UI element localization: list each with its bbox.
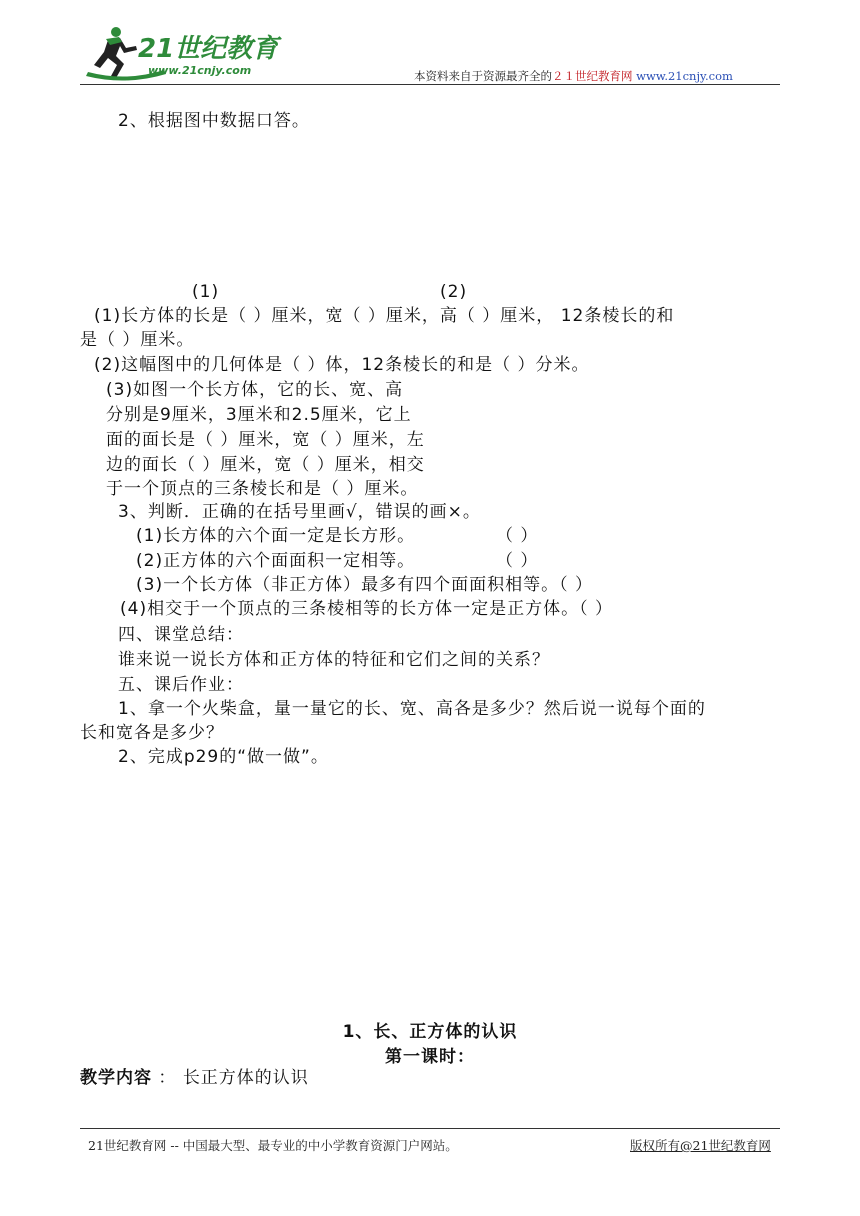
judge-item-2-paren: （ ） (496, 551, 539, 571)
judge-item-3: (3)一个长方体（非正方体）最多有四个面面积相等。（ ） (136, 575, 593, 595)
source-url-link[interactable]: www.21cnjy.com (636, 69, 733, 83)
item-1-line-2: 是（ ）厘米。 (80, 330, 195, 350)
figure-label-2: (2) (440, 282, 468, 302)
judge-item-2: (2)正方体的六个面面积一定相等。 (136, 551, 416, 571)
runner-logo-icon (86, 22, 286, 84)
header-source-note (414, 68, 733, 84)
footer-divider (80, 1128, 780, 1129)
logo-url: www.21cnjy.com (148, 64, 252, 77)
teaching-content-row (80, 1067, 309, 1089)
item-3-line-1: (3)如图一个长方体，它的长、宽、高 (106, 380, 404, 400)
question-3-heading: 3、判断．正确的在括号里画√，错误的画×。 (118, 502, 481, 522)
lesson-title: 1、长、正方体的认识 (342, 1022, 518, 1042)
item-3-line-5: 于一个顶点的三条棱长和是（ ）厘米。 (106, 479, 419, 499)
judge-item-1: (1)长方体的六个面一定是长方形。 (136, 526, 416, 546)
figure-label-1: (1) (192, 282, 220, 302)
item-1-line-1: (1)长方体的长是（ ）厘米，宽（ ）厘米，高（ ）厘米， 12条棱长的和 (94, 306, 675, 326)
site-logo (86, 22, 286, 84)
teaching-content-text: 长正方体的认识 (182, 1068, 309, 1088)
footer-site-description: 21世纪教育网 -- 中国最大型、最专业的中小学教育资源门户网站。 (88, 1138, 458, 1153)
question-2-heading: 2、根据图中数据口答。 (118, 111, 310, 131)
homework-2: 2、完成p29的“做一做”。 (118, 747, 329, 767)
source-site-name[interactable]: ２１世纪教育网 (552, 69, 633, 83)
judge-item-4: (4)相交于一个顶点的三条棱相等的长方体一定是正方体。（ ） (120, 599, 613, 619)
judge-item-1-paren: （ ） (496, 526, 539, 546)
item-3-line-2: 分别是9厘米，3厘米和2.5厘米，它上 (106, 405, 412, 425)
item-2: (2)这幅图中的几何体是（ ）体，12条棱长的和是（ ）分米。 (94, 355, 590, 375)
item-3-line-3: 面的面长是（ ）厘米，宽（ ）厘米，左 (106, 430, 425, 450)
teaching-content-sep: ： (158, 1068, 177, 1088)
footer-copyright-link[interactable]: 版权所有@21世纪教育网 (630, 1138, 771, 1153)
logo-text: 21世纪教育 (138, 34, 279, 64)
source-prefix: 本资料来自于资源最齐全的 (414, 69, 552, 83)
homework-1-line-2: 长和宽各是多少？ (80, 723, 224, 743)
header-divider (80, 84, 780, 85)
section-5-heading: 五、课后作业： (118, 675, 244, 695)
section-4-heading: 四、课堂总结： (118, 625, 244, 645)
homework-1-line-1: 1、拿一个火柴盒，量一量它的长、宽、高各是多少？然后说一说每个面的 (118, 699, 706, 719)
section-4-text: 谁来说一说长方体和正方体的特征和它们之间的关系？ (118, 650, 550, 670)
teaching-content-label: 教学内容 (80, 1068, 152, 1088)
item-3-line-4: 边的面长（ ）厘米，宽（ ）厘米，相交 (106, 455, 425, 475)
lesson-subtitle: 第一课时： (385, 1047, 475, 1067)
